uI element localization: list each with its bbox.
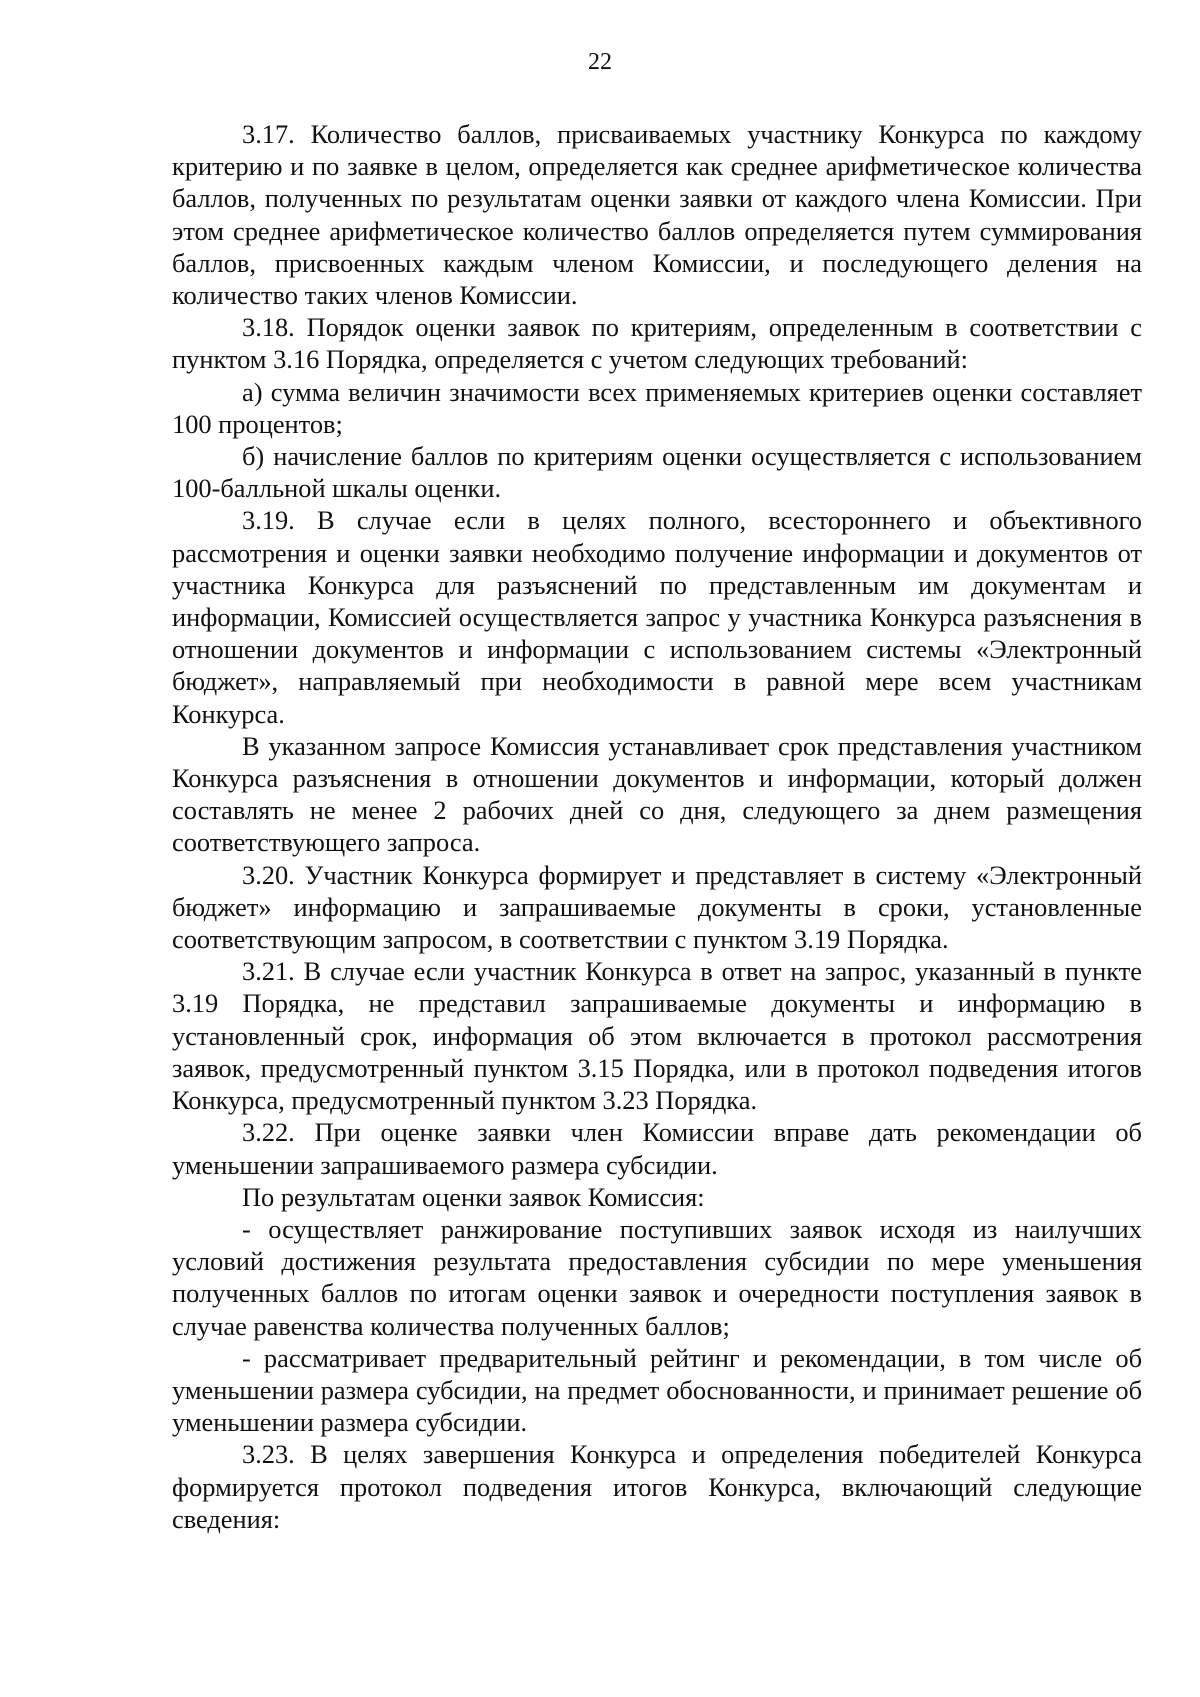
paragraph-3-18-a: а) сумма величин значимости всех применяемых критериев оценки составляет 100 процентов; <box>172 376 1142 439</box>
page-number: 22 <box>588 49 612 75</box>
paragraph-commission-results: По результатам оценки заявок Комиссия: <box>242 1181 705 1212</box>
paragraph-3-20: 3.20. Участник Конкурса формирует и представляет в систему «Электронный бюджет» информацию и запрашиваемые документы в сроки, установленные соответствующим запросом, в соответствии с пунктом 3.19 Порядка. <box>172 859 1142 955</box>
list-item-rating-review: - рассматривает предварительный рейтинг и рекомендации, в том числе об уменьшении размера субсидии, на предмет обоснованности, и принимает решение об уменьшении размера субсидии. <box>172 1342 1142 1438</box>
paragraph-3-18-b: б) начисление баллов по критериям оценки осуществляется с использованием 100-балльной шкалы оценки. <box>172 441 1142 504</box>
paragraph-3-19-request-deadline: В указанном запросе Комиссия устанавливает срок представления участником Конкурса разъяснения в отношении документов и информации, который должен составлять не менее 2 рабочих дней со дня, следующего за днем размещения соответствующего запроса. <box>172 730 1142 858</box>
document-body <box>172 118 1142 1535</box>
paragraph-3-23: 3.23. В целях завершения Конкурса и определения победителей Конкурса формируется протокол подведения итогов Конкурса, включающий следующие сведения: <box>172 1439 1142 1534</box>
paragraph-3-21: 3.21. В случае если участник Конкурса в ответ на запрос, указанный в пункте 3.19 Порядка, не представил запрашиваемые документы и информацию в установленный срок, информация об этом включается в протокол рассмотрения заявок, предусмотренный пунктом 3.15 Порядка, или в протокол подведения итогов Конкурса, предусмотренный пунктом 3.23 Порядка. <box>172 956 1142 1116</box>
paragraph-3-17: 3.17. Количество баллов, присваиваемых участнику Конкурса по каждому критерию и по заявке в целом, определяется как среднее арифметическое количества баллов, полученных по результатам оценки заявки от каждого члена Комиссии. При этом среднее арифметическое количество баллов определяется путем суммирования баллов, присвоенных каждым членом Комиссии, и последующего деления на количество таких членов Комиссии. <box>172 119 1142 311</box>
paragraph-3-22: 3.22. При оценке заявки член Комиссии вправе дать рекомендации об уменьшении запрашиваемого размера субсидии. <box>172 1117 1142 1180</box>
paragraph-3-18: 3.18. Порядок оценки заявок по критериям, определенным в соответствии с пунктом 3.16 Порядка, определяется с учетом следующих требований: <box>172 312 1142 375</box>
paragraph-3-19: 3.19. В случае если в целях полного, всестороннего и объективного рассмотрения и оценки заявки необходимо получение информации и документов от участника Конкурса для разъяснений по представленным им документам и информации, Комиссией осуществляется запрос у участника Конкурса разъяснения в отношении документов и информации с использованием системы «Электронный бюджет», направляемый при необходимости в равной мере всем участникам Конкурса. <box>172 505 1142 729</box>
list-item-ranking: - осуществляет ранжирование поступивших заявок исходя из наилучших условий достижения результата предоставления субсидии по мере уменьшения полученных баллов по итогам оценки заявок и очередности поступления заявок в случае равенства количества полученных баллов; <box>172 1213 1142 1341</box>
